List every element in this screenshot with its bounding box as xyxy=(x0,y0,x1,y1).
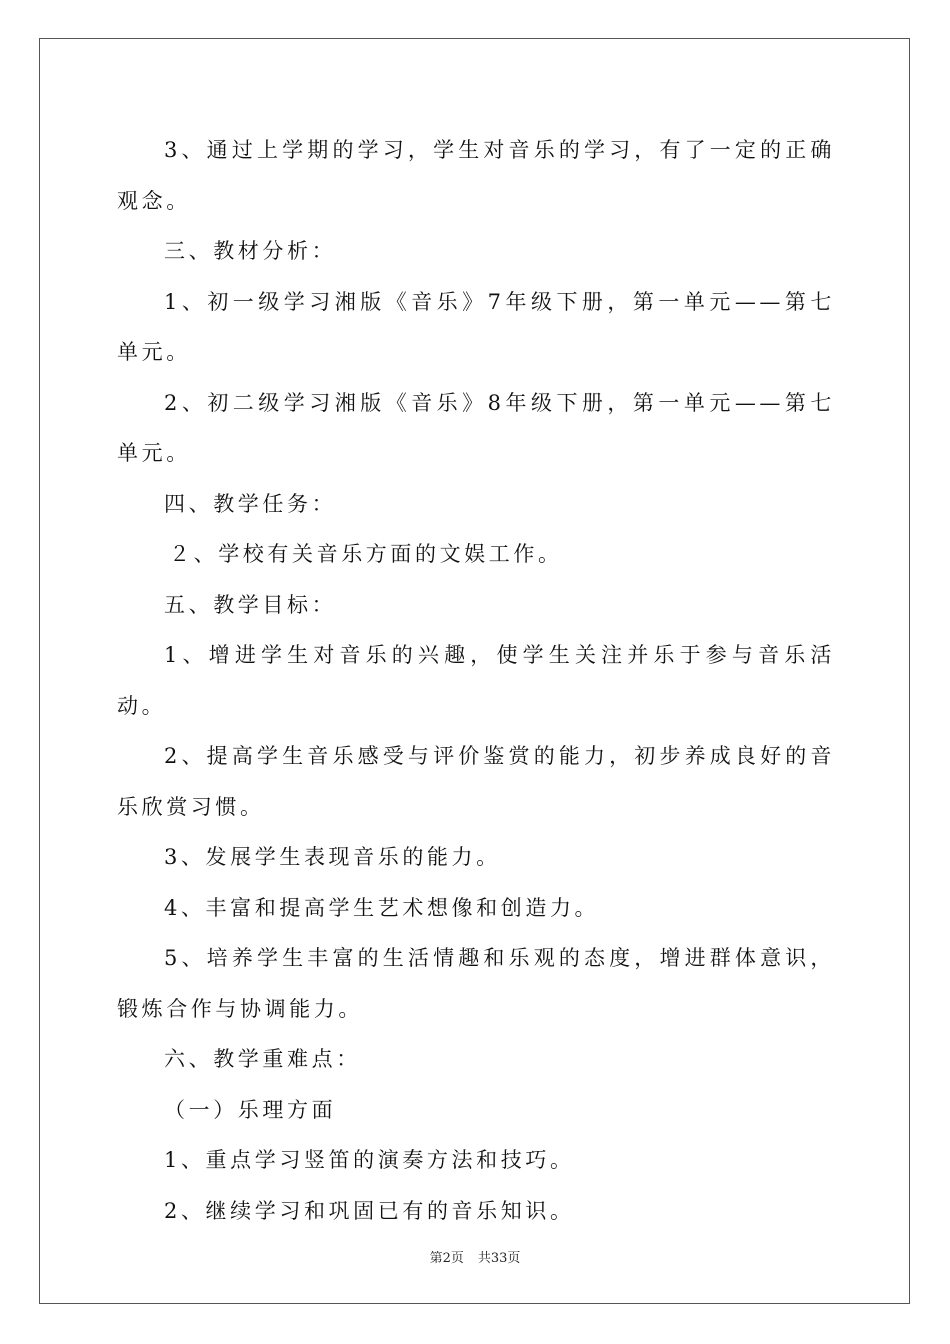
paragraph: 2、提高学生音乐感受与评价鉴赏的能力，初步养成良好的音乐欣赏习惯。 xyxy=(117,744,835,819)
paragraph: 2、继续学习和巩固已有的音乐知识。 xyxy=(164,1198,575,1223)
page-number: 第2页 xyxy=(429,1251,464,1266)
paragraph: 3、发展学生表现音乐的能力。 xyxy=(164,845,501,869)
section-heading: 四、教学任务： xyxy=(164,491,337,516)
section-heading: 六、教学重难点： xyxy=(164,1047,361,1071)
paragraph: 1、重点学习竖笛的演奏方法和技巧。 xyxy=(164,1148,575,1172)
paragraph: 3、通过上学期的学习，学生对音乐的学习，有了一定的正确观念。 xyxy=(117,138,835,213)
total-pages: 共33页 xyxy=(477,1251,521,1266)
page-footer xyxy=(0,1247,950,1266)
paragraph: 4、丰富和提高学生艺术想像和创造力。 xyxy=(164,895,600,920)
section-heading: 三、教材分析： xyxy=(164,239,337,263)
paragraph: 1、增进学生对音乐的兴趣，使学生关注并乐于参与音乐活动。 xyxy=(117,643,835,718)
paragraph: 5、培养学生丰富的生活情趣和乐观的态度，增进群体意识，锻炼合作与协调能力。 xyxy=(117,946,835,1021)
section-heading: 五、教学目标： xyxy=(164,592,337,617)
paragraph: 2、初二级学习湘版《音乐》8年级下册，第一单元——第七单元。 xyxy=(117,390,835,465)
paragraph: 1、初一级学习湘版《音乐》7年级下册，第一单元——第七单元。 xyxy=(117,289,835,364)
paragraph: ２、学校有关音乐方面的文娱工作。 xyxy=(169,542,563,566)
document-body xyxy=(117,125,835,1236)
subsection-heading: （一）乐理方面 xyxy=(164,1097,337,1122)
